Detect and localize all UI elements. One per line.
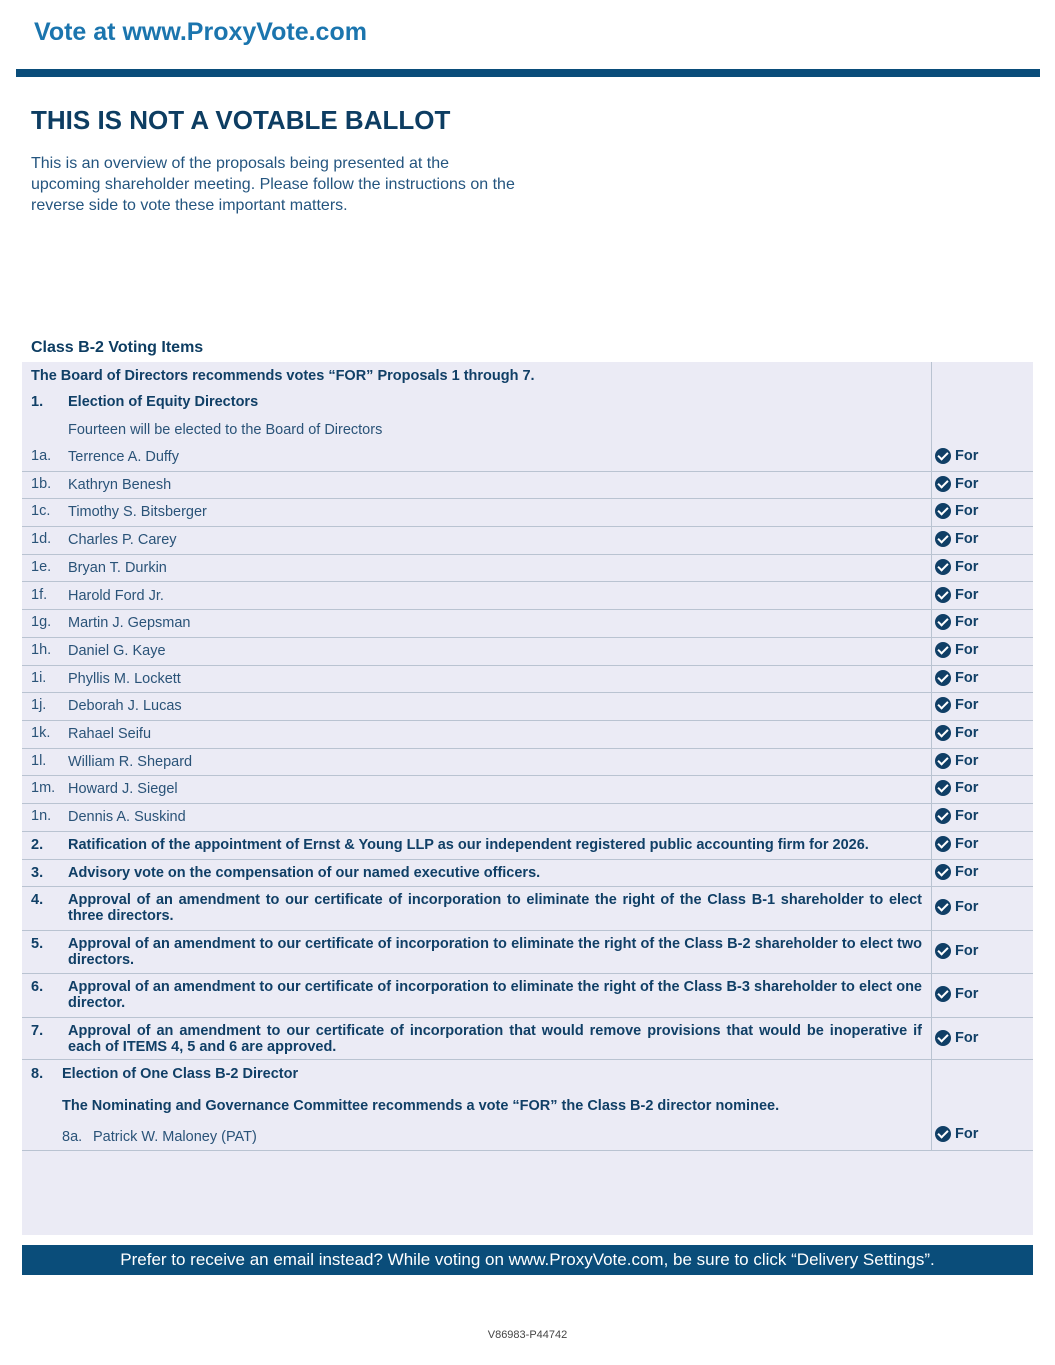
proposal-number: 7.	[31, 1022, 44, 1039]
check-circle-icon	[935, 670, 951, 686]
email-delivery-banner: Prefer to receive an email instead? While voting on www.ProxyVote.com, be sure to click “Delivery Settings”.	[22, 1245, 1033, 1275]
nominee-row	[22, 610, 1033, 638]
intro-text: This is an overview of the proposals being presented at the upcoming shareholder meeting. Please follow the instructions on the reverse side to vote these important matters.	[31, 155, 515, 214]
vote-for-indicator	[935, 531, 978, 547]
check-circle-icon	[935, 753, 951, 769]
vote-for-label: For	[955, 558, 979, 575]
vote-for-label: For	[955, 725, 979, 741]
proposal-title: Election of Equity Directors	[68, 394, 259, 410]
nominee-number: 1b.	[31, 475, 52, 492]
nominee-row	[22, 693, 1033, 721]
nominee-name: Timothy S. Bitsberger	[68, 504, 207, 521]
proposal-subtitle: Fourteen will be elected to the Board of Directors	[68, 422, 383, 438]
nominee-name: William R. Shepard	[68, 753, 193, 770]
nominee-number: 1j.	[31, 697, 47, 714]
nominee-number: 1f.	[31, 586, 48, 603]
vote-for-label: For	[955, 697, 979, 714]
nominee-name: Martin J. Gepsman	[68, 615, 191, 632]
proposal-row	[22, 1018, 1033, 1061]
board-recommendation: The Board of Directors recommends votes “FOR” Proposals 1 through 7.	[31, 368, 535, 384]
check-circle-icon	[935, 725, 951, 741]
check-circle-icon	[935, 642, 951, 658]
nominee-row	[22, 555, 1033, 583]
proposal-title: Election of One Class B-2 Director	[62, 1066, 299, 1082]
nominee-name: Bryan T. Durkin	[68, 559, 167, 576]
check-circle-icon	[935, 864, 951, 880]
nominee-row	[22, 804, 1033, 832]
vote-for-indicator	[935, 864, 978, 880]
vote-for-indicator	[935, 836, 978, 852]
vote-for-indicator	[935, 642, 978, 658]
proposal-number: 8.	[31, 1066, 44, 1082]
proposal-1-subtitle-row	[22, 422, 1033, 442]
nominee-row	[22, 499, 1033, 527]
vote-for-indicator	[935, 614, 978, 630]
nominee-row	[22, 749, 1033, 777]
vote-for-label: For	[955, 531, 979, 548]
nominee-name: Howard J. Siegel	[68, 781, 178, 798]
nominee-number: 1d.	[31, 531, 52, 548]
vote-for-indicator	[935, 753, 978, 769]
vote-for-indicator	[935, 476, 978, 492]
check-circle-icon	[935, 448, 951, 464]
check-circle-icon	[935, 531, 951, 547]
proposal-text: Advisory vote on the compensation of our named executive officers.	[68, 864, 541, 881]
vote-for-label: For	[955, 586, 979, 603]
vote-for-label: For	[955, 986, 979, 1002]
vote-for-label: For	[955, 503, 979, 520]
nominee-name: Dennis A. Suskind	[68, 809, 186, 826]
proposal-row	[22, 887, 1033, 931]
nominee-row	[22, 776, 1033, 804]
vote-for-label: For	[955, 614, 979, 631]
nominee-row	[22, 527, 1033, 555]
nominee-row	[22, 638, 1033, 666]
nominee-number: 1h.	[31, 641, 52, 658]
vote-for-label: For	[955, 1029, 979, 1046]
nominee-number: 1a.	[31, 448, 52, 464]
proposal-row	[22, 860, 1033, 888]
nominee-number: 1i.	[31, 669, 47, 686]
vote-for-indicator	[935, 986, 978, 1002]
nominee-name: Harold Ford Jr.	[68, 587, 164, 604]
vote-for-label: For	[955, 475, 979, 492]
nominee-name: Terrence A. Duffy	[68, 449, 179, 465]
check-circle-icon	[935, 780, 951, 796]
proposal-text: Ratification of the appointment of Ernst & Young LLP as our independent registered public accounting firm for 2026.	[68, 837, 869, 853]
nominee-number: 1m.	[31, 780, 56, 797]
nominee-name: Patrick W. Maloney (PAT)	[93, 1129, 257, 1145]
vote-for-label: For	[955, 780, 979, 797]
nominee-number: 1e.	[31, 558, 52, 575]
proposal-8-row	[22, 1060, 1033, 1151]
nominee-number: 1c.	[31, 503, 51, 520]
nominee-name: Daniel G. Kaye	[68, 642, 166, 659]
nominee-number: 8a.	[62, 1129, 83, 1145]
check-circle-icon	[935, 614, 951, 630]
check-circle-icon	[935, 943, 951, 959]
document-code: V86983-P44742	[487, 1329, 568, 1341]
proposal-row	[22, 931, 1033, 975]
nominee-number: 1n.	[31, 808, 52, 825]
proposal-number: 5.	[31, 935, 44, 952]
nominee-name: Charles P. Carey	[68, 532, 177, 549]
vote-for-indicator	[935, 808, 978, 824]
proposal-number: 1.	[31, 394, 44, 410]
proposal-1-header-row	[22, 394, 1033, 414]
vote-for-label: For	[955, 669, 979, 686]
nominee-name: Phyllis M. Lockett	[68, 670, 181, 687]
board-recommendation-row	[22, 368, 1033, 388]
vote-for-indicator	[935, 448, 978, 464]
proxyvote-header-link[interactable]: Vote at www.ProxyVote.com	[34, 18, 367, 46]
nominee-name: Kathryn Benesh	[68, 476, 172, 493]
proposal-row	[22, 832, 1033, 860]
proposal-row	[22, 974, 1033, 1018]
proposal-number: 6.	[31, 979, 44, 995]
section-title: Class B-2 Voting Items	[31, 339, 204, 356]
nominee-row	[22, 666, 1033, 694]
page-title: THIS IS NOT A VOTABLE BALLOT	[31, 105, 451, 135]
vote-for-indicator	[935, 1030, 978, 1046]
proposal-number: 2.	[31, 837, 44, 853]
vote-for-indicator	[935, 503, 978, 519]
vote-for-indicator	[935, 670, 978, 686]
vote-for-indicator	[935, 899, 978, 915]
vote-for-indicator	[935, 697, 978, 713]
vote-for-label: For	[955, 942, 979, 959]
nominee-name: Deborah J. Lucas	[68, 698, 182, 715]
vote-for-label: For	[955, 1126, 979, 1142]
vote-for-label: For	[955, 641, 979, 658]
vote-for-indicator	[935, 587, 978, 603]
nominee-row	[22, 472, 1033, 500]
vote-for-label: For	[955, 808, 979, 825]
vote-for-label: For	[955, 899, 979, 915]
check-circle-icon	[935, 808, 951, 824]
check-circle-icon	[935, 1126, 951, 1142]
check-circle-icon	[935, 986, 951, 1002]
vote-for-indicator	[935, 559, 978, 575]
check-circle-icon	[935, 587, 951, 603]
committee-recommendation: The Nominating and Governance Committee recommends a vote “FOR” the Class B-2 director nominee.	[62, 1098, 780, 1114]
nominee-row	[22, 444, 1033, 472]
vote-for-label: For	[955, 448, 979, 464]
nominee-row	[22, 721, 1033, 749]
check-circle-icon	[935, 476, 951, 492]
proposal-number: 3.	[31, 864, 44, 881]
check-circle-icon	[935, 503, 951, 519]
proposal-text: Approval of an amendment to our certificate of incorporation to eliminate the right of the Class B-1 shareholder to elect three directors.	[68, 892, 922, 924]
vote-for-indicator	[935, 780, 978, 796]
nominee-number: 1l.	[31, 752, 47, 769]
check-circle-icon	[935, 559, 951, 575]
proposal-text: Approval of an amendment to our certificate of incorporation to eliminate the right of the Class B-2 shareholder to elect two directors.	[68, 935, 922, 968]
nominee-name: Rahael Seifu	[68, 726, 152, 742]
check-circle-icon	[935, 1030, 951, 1046]
vote-for-label: For	[955, 752, 979, 769]
voting-items-table	[22, 362, 1033, 1235]
nominee-number: 1g.	[31, 614, 52, 631]
vote-for-indicator	[935, 1126, 978, 1142]
proposal-number: 4.	[31, 892, 44, 908]
vote-for-label: For	[955, 863, 979, 880]
vote-for-label: For	[955, 836, 979, 852]
header-divider	[16, 69, 1040, 77]
proposal-text: Approval of an amendment to our certificate of incorporation to eliminate the right of the Class B-3 shareholder to elect one director.	[68, 979, 922, 1011]
nominee-number: 1k.	[31, 725, 51, 741]
check-circle-icon	[935, 836, 951, 852]
proposal-text: Approval of an amendment to our certificate of incorporation that would remove provisions that would be inoperative if each of ITEMS 4, 5 and 6 are approved.	[68, 1022, 922, 1055]
check-circle-icon	[935, 899, 951, 915]
check-circle-icon	[935, 697, 951, 713]
vote-for-indicator	[935, 943, 978, 959]
nominee-row	[22, 583, 1033, 611]
vote-for-indicator	[935, 725, 978, 741]
